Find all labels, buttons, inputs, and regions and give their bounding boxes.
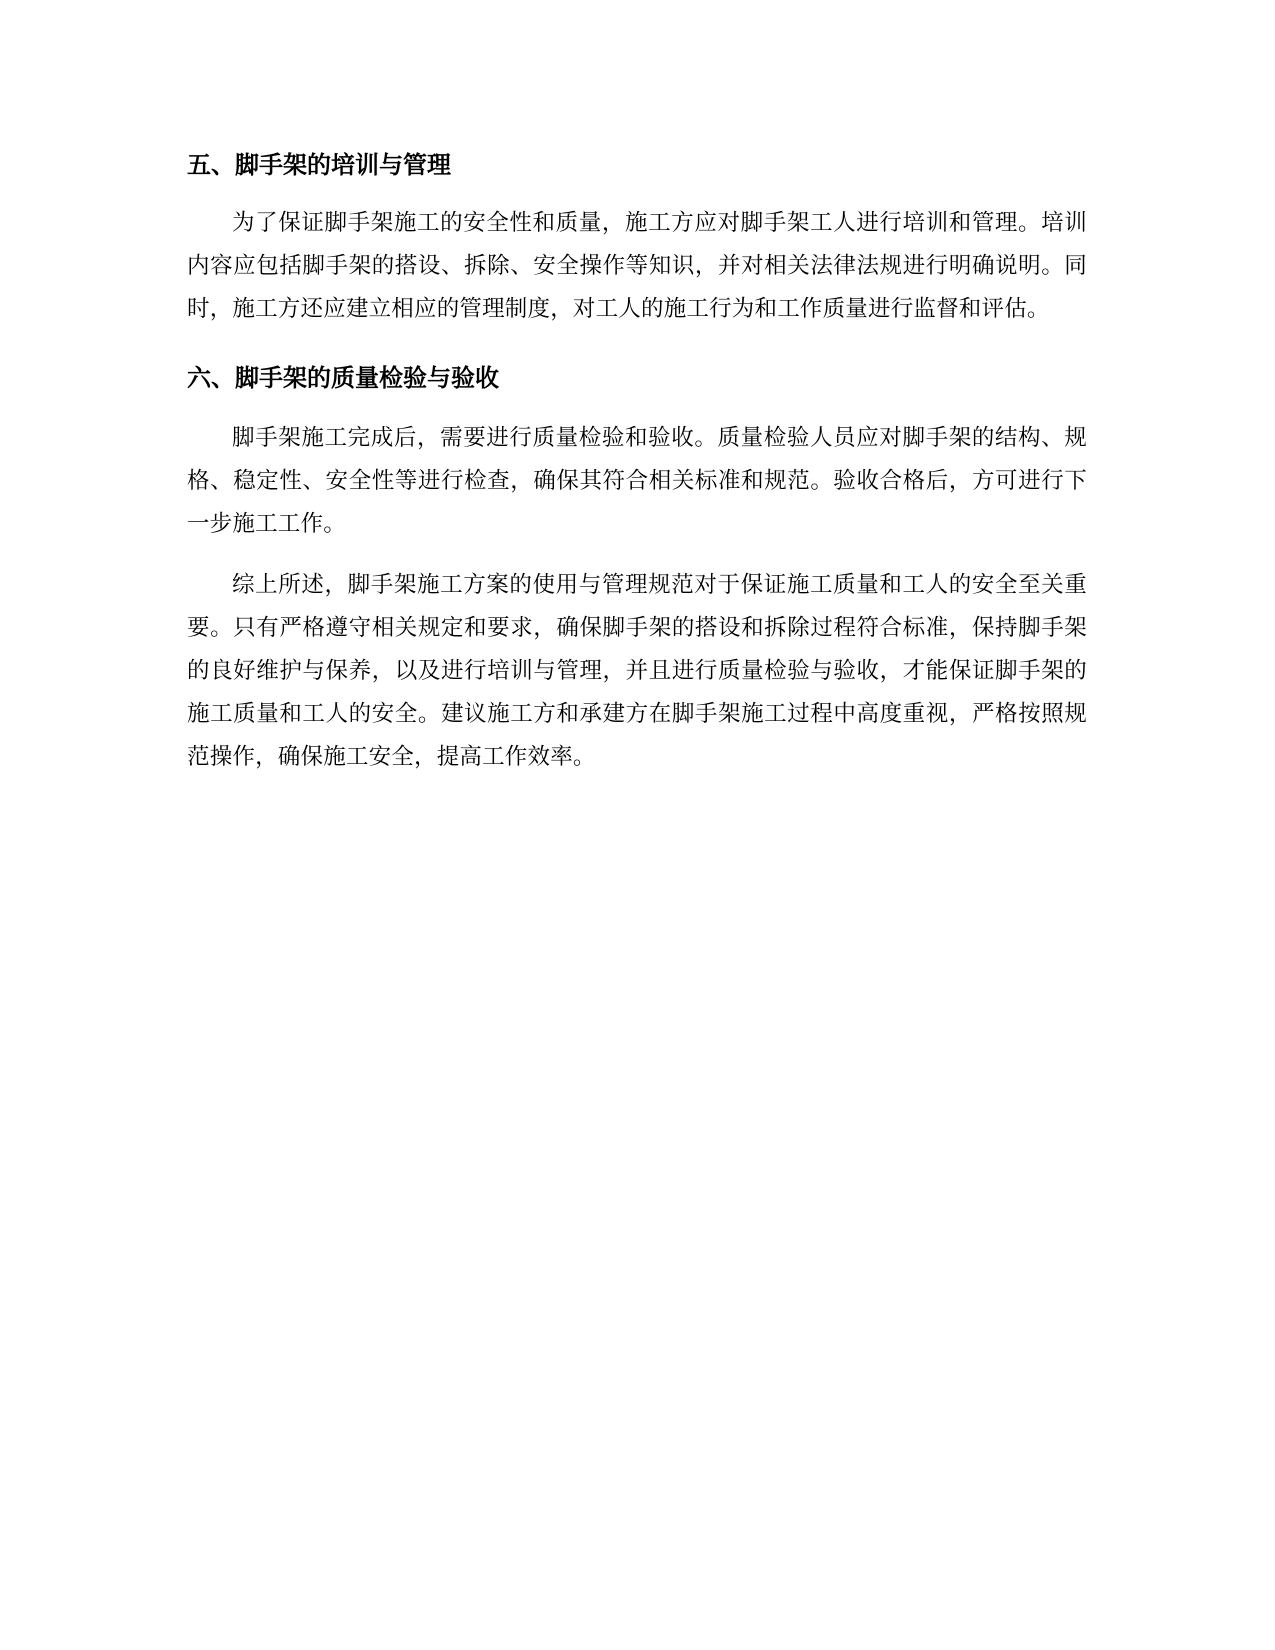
paragraph-training-management: 为了保证脚手架施工的安全性和质量，施工方应对脚手架工人进行培训和管理。培训内容应包括脚手架的搭设、拆除、安全操作等知识，并对相关法律法规进行明确说明。同时，施工方还应建立相应的管理制度，对工人的施工行为和工作质量进行监督和评估。 — [187, 210, 1087, 322]
paragraph-quality-inspection: 脚手架施工完成后，需要进行质量检验和验收。质量检验人员应对脚手架的结构、规格、稳定性、安全性等进行检查，确保其符合相关标准和规范。验收合格后，方可进行下一步施工工作。 — [187, 425, 1087, 537]
section-heading-training-management: 五、脚手架的培训与管理 — [187, 151, 451, 179]
document-body — [187, 148, 1087, 779]
paragraph-conclusion: 综上所述，脚手架施工方案的使用与管理规范对于保证施工质量和工人的安全至关重要。只有严格遵守相关规定和要求，确保脚手架的搭设和拆除过程符合标准，保持脚手架的良好维护与保养，以及进行培训与管理，并且进行质量检验与验收，才能保证脚手架的施工质量和工人的安全。建议施工方和承建方在脚手架施工过程中高度重视，严格按照规范操作，确保施工安全，提高工作效率。 — [187, 572, 1087, 770]
section-heading-quality-inspection: 六、脚手架的质量检验与验收 — [187, 364, 499, 392]
